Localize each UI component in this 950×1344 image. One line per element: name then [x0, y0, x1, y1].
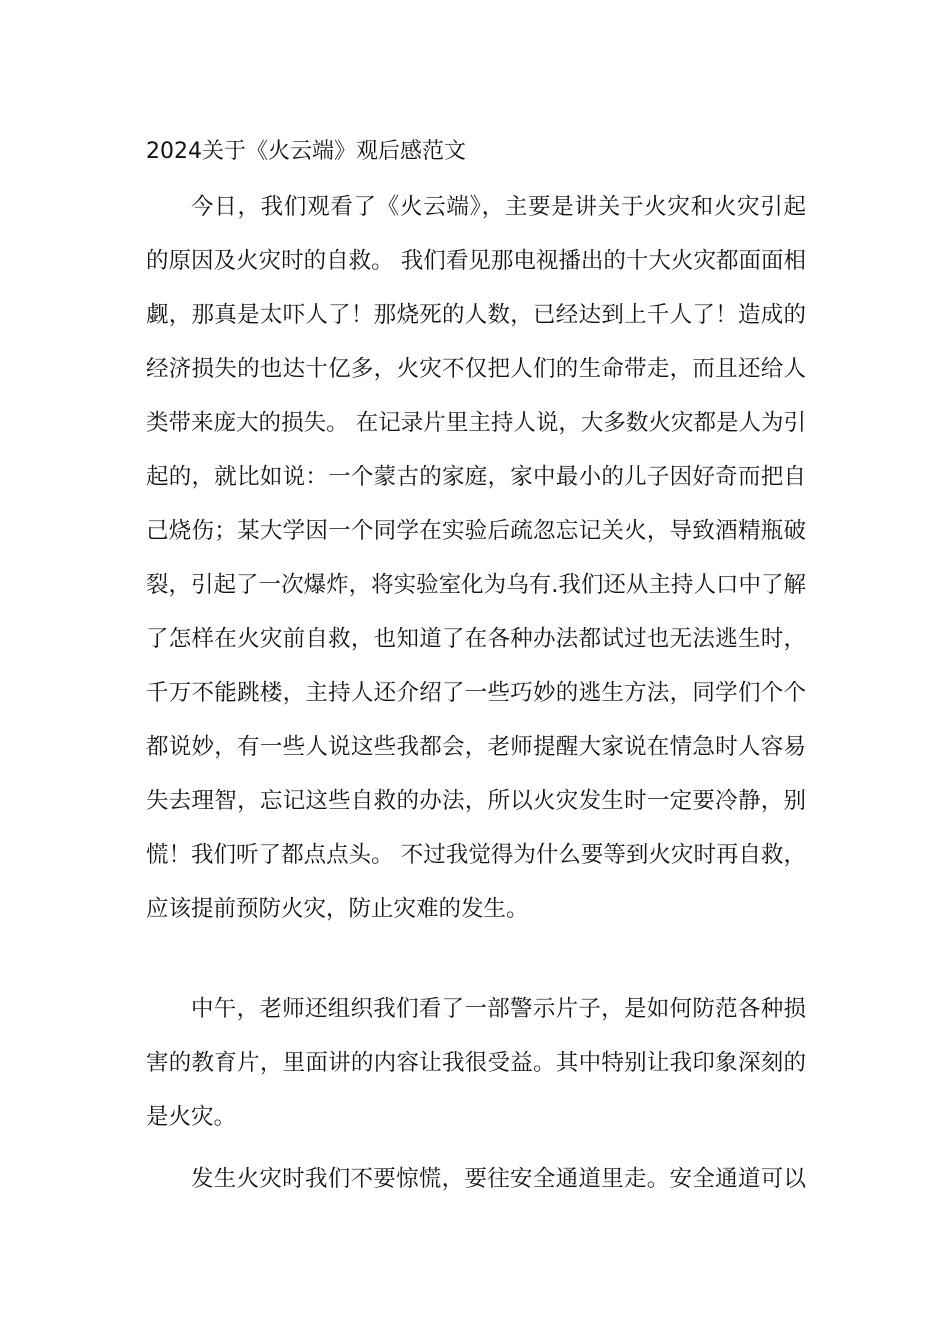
text-line: 起的，就比如说：一个蒙古的家庭，家中最小的儿子因好奇而把自 — [146, 464, 806, 490]
text-line: 今日，我们观看了《火云端》，主要是讲关于火灾和火灾引起 — [191, 194, 806, 220]
paragraph-2 — [146, 982, 806, 1144]
text-line: 了怎样在火灾前自救，也知道了在各种办法都试过也无法逃生时， — [146, 626, 806, 652]
text-line: 应该提前预防火灾，防止灾难的发生。 — [146, 896, 529, 922]
text-line: 失去理智，忘记这些自救的办法，所以火灾发生时一定要冷静，别 — [146, 788, 806, 814]
paragraph-1 — [146, 180, 806, 936]
text-line: 己烧伤；某大学因一个同学在实验后疏忽忘记关火，导致酒精瓶破 — [146, 518, 806, 544]
text-line: 都说妙，有一些人说这些我都会，老师提醒大家说在情急时人容易 — [146, 734, 806, 760]
text-line: 觑，那真是太吓人了！那烧死的人数，已经达到上千人了！造成的 — [146, 302, 806, 328]
text-line: 发生火灾时我们不要惊慌，要往安全通道里走。安全通道可以 — [191, 1166, 806, 1192]
text-line: 裂，引起了一次爆炸，将实验室化为乌有.我们还从主持人口中了解 — [146, 572, 806, 598]
text-line: 中午，老师还组织我们看了一部警示片子，是如何防范各种损 — [191, 996, 806, 1022]
text-line: 千万不能跳楼，主持人还介绍了一些巧妙的逃生方法，同学们个个 — [146, 680, 806, 706]
paragraph-3 — [146, 1152, 806, 1206]
text-line: 慌！我们听了都点点头。 不过我觉得为什么要等到火灾时再自救， — [146, 842, 806, 868]
text-line: 害的教育片，里面讲的内容让我很受益。其中特别让我印象深刻的 — [146, 1050, 806, 1076]
text-line: 经济损失的也达十亿多，火灾不仅把人们的生命带走，而且还给人 — [146, 356, 806, 382]
text-line: 的原因及火灾时的自救。 我们看见那电视播出的十大火灾都面面相 — [146, 248, 806, 274]
text-line: 是火灾。 — [146, 1104, 237, 1130]
document-title: 2024关于《火云端》观后感范文 — [146, 139, 466, 164]
text-line: 类带来庞大的损失。 在记录片里主持人说，大多数火灾都是人为引 — [146, 410, 806, 436]
